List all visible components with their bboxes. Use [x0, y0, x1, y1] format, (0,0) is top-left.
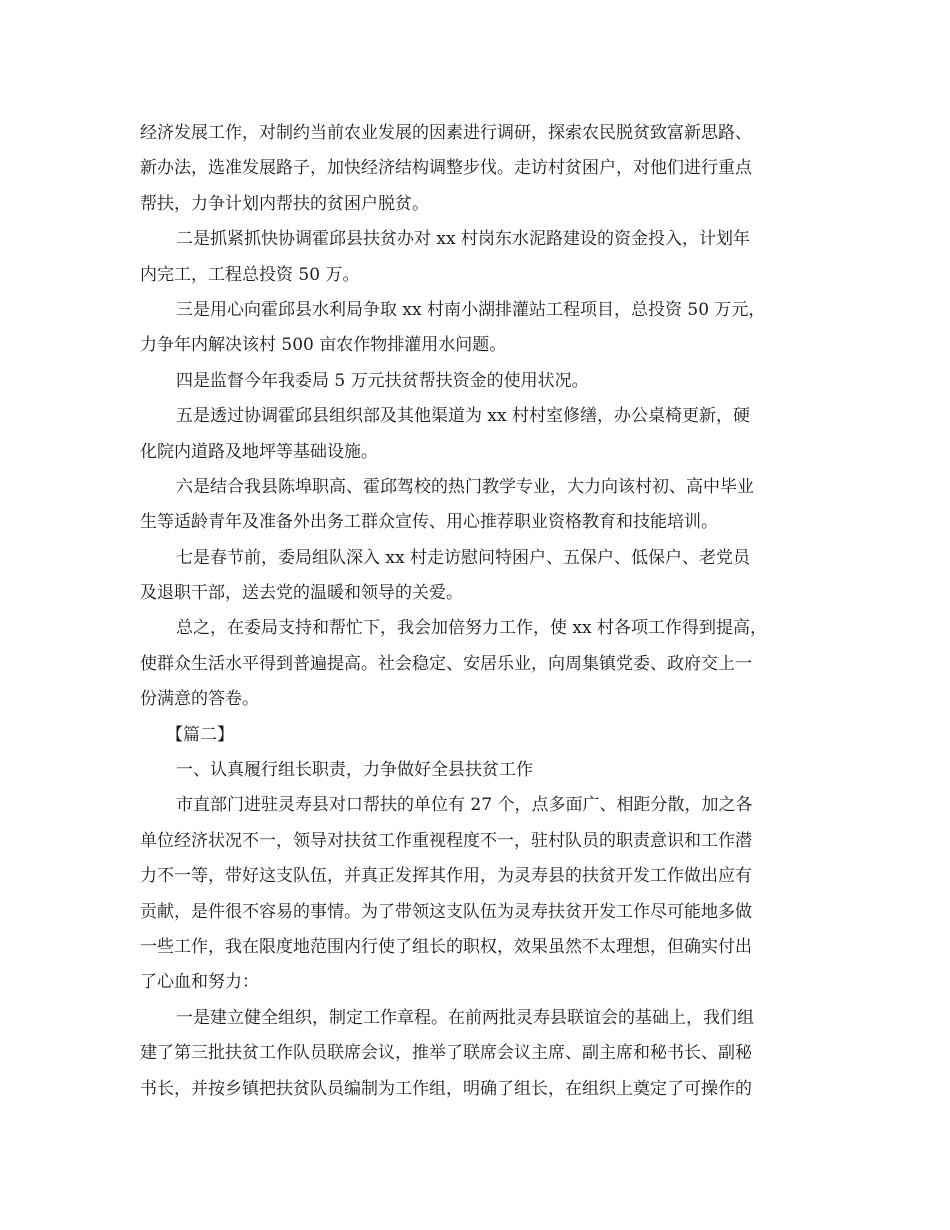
- text-line: 五是透过协调霍邱县组织部及其他渠道为 xx 村村室修缮，办公桌椅更新，硬: [176, 406, 750, 427]
- text-line: 化院内道路及地坪等基础设施。: [140, 441, 378, 462]
- text-line: 书长，并按乡镇把扶贫队员编制为工作组，明确了组长，在组织上奠定了可操作的: [140, 1078, 752, 1099]
- text-line: 一些工作，我在限度地范围内行使了组长的职权，效果虽然不太理想，但确实付出: [140, 936, 752, 957]
- text-line: 份满意的答卷。: [140, 689, 259, 710]
- text-line: 生等适龄青年及准备外出务工群众宣传、用心推荐职业资格教育和技能培训。: [140, 512, 718, 533]
- document-body: [140, 116, 822, 1107]
- text-line: 一是建立健全组织，制定工作章程。在前两批灵寿县联谊会的基础上，我们组: [176, 1007, 754, 1028]
- text-line: 总之，在委局支持和帮忙下，我会加倍努力工作，使 xx 村各项工作得到提高，: [176, 618, 767, 639]
- text-line: 建了第三批扶贫工作队员联席会议，推举了联席会议主席、副主席和秘书长、副秘: [140, 1043, 752, 1064]
- text-line: 使群众生活水平得到普遍提高。社会稳定、安居乐业，向周集镇党委、政府交上一: [140, 653, 752, 674]
- text-line: 一、认真履行组长职责，力争做好全县扶贫工作: [176, 760, 533, 781]
- text-line: 力争年内解决该村 500 亩农作物排灌用水问题。: [140, 335, 507, 356]
- text-line: 四是监督今年我委局 5 万元扶贫帮扶资金的使用状况。: [176, 370, 589, 391]
- section-heading: 【篇二】: [166, 724, 234, 745]
- text-line: 单位经济状况不一，领导对扶贫工作重视程度不一，驻村队员的职责意识和工作潜: [140, 830, 752, 851]
- text-line: 市直部门进驻灵寿县对口帮扶的单位有 27 个，点多面广、相距分散，加之各: [176, 795, 753, 816]
- text-line: 二是抓紧抓快协调霍邱县扶贫办对 xx 村岗东水泥路建设的资金投入，计划年: [176, 229, 750, 250]
- text-line: 了心血和努力：: [140, 972, 259, 993]
- text-line: 力不一等，带好这支队伍，并真正发挥其作用，为灵寿县的扶贫开发工作做出应有: [140, 866, 752, 887]
- text-line: 新办法，选准发展路子，加快经济结构调整步伐。走访村贫困户，对他们进行重点: [140, 158, 752, 179]
- text-line: 六是结合我县陈埠职高、霍邱驾校的热门教学专业，大力向该村初、高中毕业: [176, 476, 754, 497]
- text-line: 帮扶，力争计划内帮扶的贫困户脱贫。: [140, 193, 429, 214]
- text-line: 贡献，是件很不容易的事情。为了带领这支队伍为灵寿扶贫开发工作尽可能地多做: [140, 901, 752, 922]
- text-line: 及退职干部，送去党的温暖和领导的关爱。: [140, 583, 463, 604]
- text-line: 内完工，工程总投资 50 万。: [140, 264, 360, 285]
- text-line: 三是用心向霍邱县水利局争取 xx 村南小湖排灌站工程项目，总投资 50 万元，: [176, 299, 766, 320]
- text-line: 经济发展工作，对制约当前农业发展的因素进行调研，探索农民脱贫致富新思路、: [140, 123, 752, 143]
- text-line: 七是春节前，委局组队深入 xx 村走访慰问特困户、五保户、低保户、老党员: [176, 547, 750, 568]
